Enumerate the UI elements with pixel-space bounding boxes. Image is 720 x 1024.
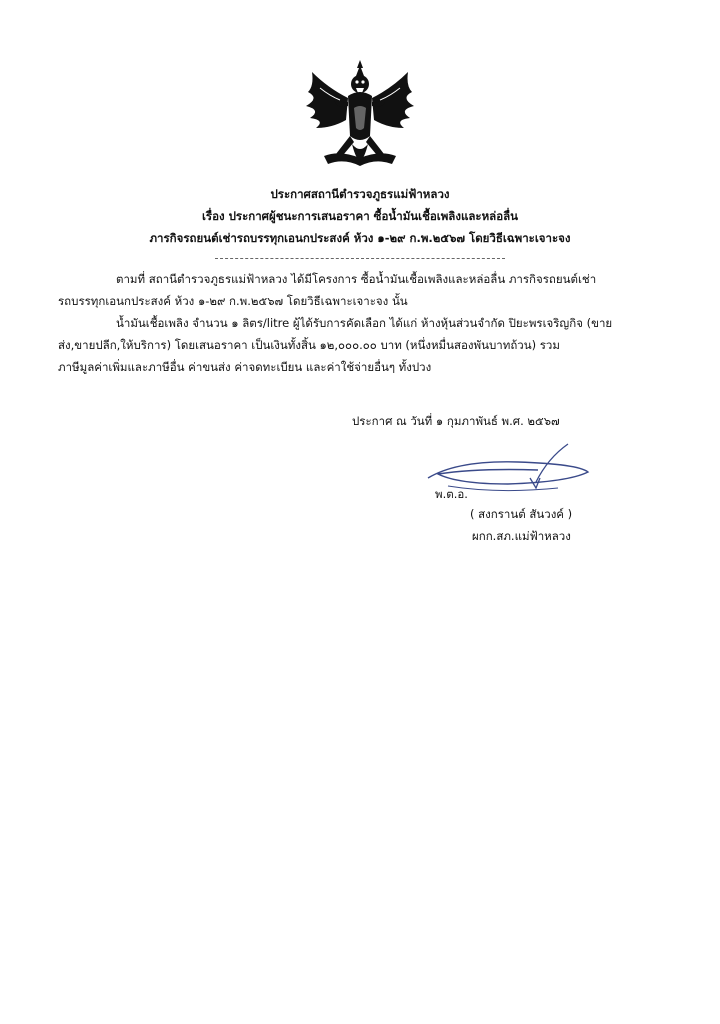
signer-rank: พ.ต.อ. xyxy=(435,487,468,501)
body-line: ตามที่ สถานีตำรวจภูธรแม่ฟ้าหลวง ได้มีโครงการ ซื้อน้ำมันเชื้อเพลิงและหล่อลื่น ภารกิจรถยนต์เช่า xyxy=(116,272,597,286)
announcement-header xyxy=(0,183,720,249)
body-line: รถบรรทุกเอนกประสงค์ ห้วง ๑-๒๙ ก.พ.๒๕๖๗ โดยวิธีเฉพาะเจาะจง นั้น xyxy=(58,294,408,308)
announcement-date: ประกาศ ณ วันที่ ๑ กุมภาพันธ์ พ.ศ. ๒๕๖๗ xyxy=(352,414,560,428)
announcement-title: ประกาศสถานีตำรวจภูธรแม่ฟ้าหลวง xyxy=(270,187,450,201)
body-line: ส่ง,ขายปลีก,ให้บริการ) โดยเสนอราคา เป็นเงินทั้งสิ้น ๑๒,๐๐๐.๐๐ บาท (หนึ่งหมื่นสองพันบาทถ้วน) รวม xyxy=(58,338,560,352)
announcement-body xyxy=(58,268,668,378)
announcement-subject: เรื่อง ประกาศผู้ชนะการเสนอราคา ซื้อน้ำมันเชื้อเพลิงและหล่อลื่น xyxy=(201,209,519,223)
announcement-subject-detail: ภารกิจรถยนต์เช่ารถบรรทุกเอนกประสงค์ ห้วง ๑-๒๙ ก.พ.๒๕๖๗ โดยวิธีเฉพาะเจาะจง xyxy=(149,231,571,245)
signer-name: ( สงกรานต์ สันวงค์ ) xyxy=(470,507,573,521)
garuda-emblem-icon xyxy=(300,58,420,176)
signer-position: ผกก.สภ.แม่ฟ้าหลวง xyxy=(472,529,571,543)
body-line: ภาษีมูลค่าเพิ่มและภาษีอื่น ค่าขนส่ง ค่าจดทะเบียน และค่าใช้จ่ายอื่นๆ ทั้งปวง xyxy=(58,360,432,374)
body-line: น้ำมันเชื้อเพลิง จำนวน ๑ ลิตร/litre ผู้ได้รับการคัดเลือก ได้แก่ ห้างหุ้นส่วนจำกัด ปิยะพรเจริญกิจ (ขาย xyxy=(116,316,613,330)
title-divider xyxy=(215,258,505,259)
